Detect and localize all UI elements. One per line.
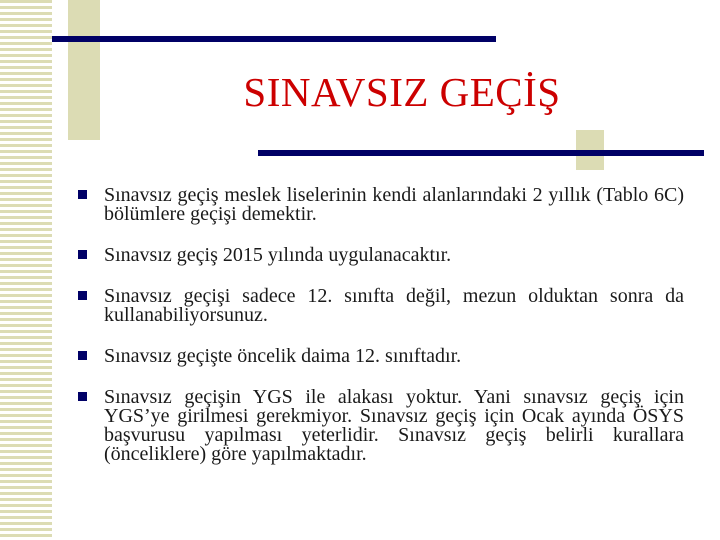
bullet-item-1 (76, 186, 684, 224)
bullet-item-3 (76, 287, 684, 325)
bullet-text: Sınavsız geçiş 2015 yılında uygulanacaktır. (104, 244, 452, 266)
slide-title: SINAVSIZ GEÇİŞ (243, 69, 561, 115)
bullet-list (76, 186, 684, 486)
top-rule-line (52, 36, 496, 42)
bullet-text: Sınavsız geçişte öncelik daima 12. sınıftadır. (104, 345, 462, 367)
square-bullet-icon (78, 250, 87, 259)
decorative-title-block (68, 0, 100, 140)
decorative-stripe-panel (0, 0, 52, 540)
square-bullet-icon (78, 392, 87, 401)
square-bullet-icon (78, 351, 87, 360)
bullet-item-4 (76, 347, 684, 366)
bullet-text: Sınavsız geçişin YGS ile alakası yoktur. Yani sınavsız geçiş için YGS’ye girilmesi gerekmiyor. Sınavsız geçiş için Ocak ayında ÖSYS başvurusu yapılması yeterlidir. Sınavsız geçiş belirli kurallara (önceliklere) göre yapılmaktadır. (104, 386, 684, 465)
bottom-rule-line (258, 150, 704, 156)
bullet-text: Sınavsız geçiş meslek liselerinin kendi alanlarındaki 2 yıllık (Tablo 6C) bölümlere geçişi demektir. (104, 184, 684, 225)
bullet-item-2 (76, 246, 684, 265)
square-bullet-icon (78, 190, 87, 199)
bullet-text: Sınavsız geçişi sadece 12. sınıfta değil, mezun olduktan sonra da kullanabiliyorsunuz. (104, 285, 684, 326)
bullet-item-5 (76, 388, 684, 464)
square-bullet-icon (78, 291, 87, 300)
